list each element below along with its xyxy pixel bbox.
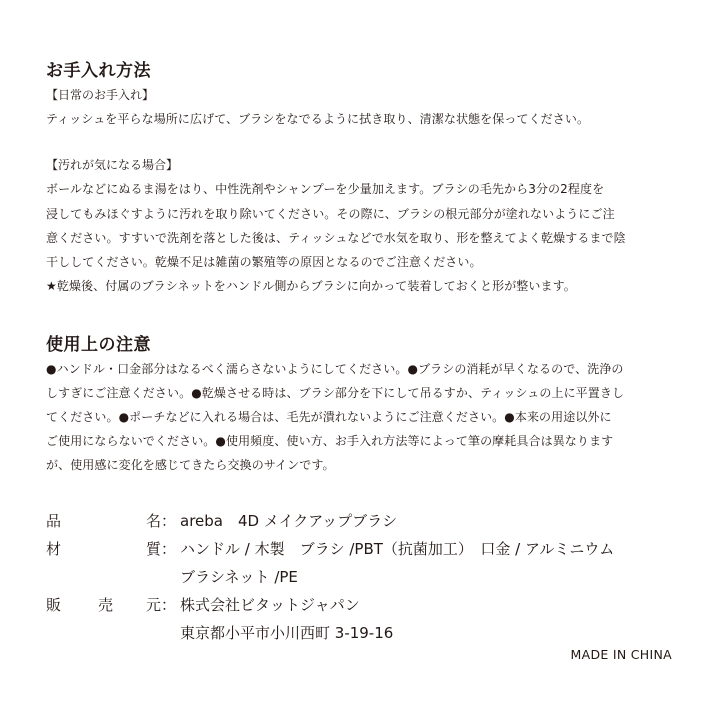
- dirty-care-line: 意ください。すすいで洗剤を落とした後は、ティッシュなどで水気を取り、形を整えてよく乾燥するまで陰: [46, 231, 626, 245]
- spec-label-char: 名：: [146, 512, 177, 530]
- dirty-care-line: 浸してもみほぐすように汚れを取り除いてください。その際に、ブラシの根元部分が塗れないようにご注: [46, 207, 615, 221]
- dirty-care-line: ボールなどにぬるま湯をはり、中性洗剤やシャンプーを少量加えます。ブラシの毛先から3分の2程度を: [46, 182, 605, 196]
- spec-name-value: areba 4D メイクアップブラシ: [180, 512, 398, 530]
- caution-line: ご使用にならないでください。●使用頻度、使い方、お手入れ方法等によって筆の摩耗具合は異なります: [46, 434, 614, 448]
- spec-label-char: 品: [46, 512, 62, 530]
- daily-care-tag: 【日常のお手入れ】: [46, 88, 155, 102]
- spec-material-value: ハンドル / 木製 ブラシ /PBT（抗菌加工） 口金 / アルミニウム: [180, 540, 615, 558]
- caution-line: ●ハンドル・口金部分はなるべく濡らさないようにしてください。●ブラシの消耗が早くなるので、洗浄の: [46, 362, 624, 376]
- dirty-care-line: 干ししてください。乾燥不足は雑菌の繁殖等の原因となるのでご注意ください。: [46, 255, 482, 269]
- spec-label-char: 売: [98, 596, 114, 614]
- dirty-care-line: ★乾燥後、付属のブラシネットをハンドル側からブラシに向かって装着しておくと形が整います。: [46, 279, 576, 293]
- dirty-care-tag: 【汚れが気になる場合】: [46, 158, 179, 172]
- caution-line: が、使用感に変化を感じてきたら交換のサインです。: [46, 458, 335, 472]
- country-of-origin: MADE IN CHINA: [570, 647, 672, 662]
- spec-label-char: 元：: [146, 596, 177, 614]
- caution-line: てください。●ポーチなどに入れる場合は、毛先が潰れないようにご注意ください。●本来の用途以外に: [46, 410, 612, 424]
- spec-seller-address: 東京都小平市小川西町 3-19-16: [180, 624, 394, 642]
- spec-seller-value: 株式会社ビタットジャパン: [180, 596, 360, 614]
- daily-care-text: ティッシュを平らな場所に広げて、ブラシをなでるように拭き取り、清潔な状態を保ってください。: [46, 112, 590, 126]
- caution-line: しすぎにご注意ください。●乾燥させる時は、ブラシ部分を下にして吊るすか、ティッシュの上に平置きし: [46, 386, 625, 400]
- spec-label-char: 質：: [146, 540, 177, 558]
- caution-title: 使用上の注意: [46, 335, 151, 355]
- spec-label-char: 販: [46, 596, 62, 614]
- care-title: お手入れ方法: [46, 61, 151, 81]
- spec-label-char: 材: [46, 540, 62, 558]
- spec-material-value: ブラシネット /PE: [180, 568, 298, 586]
